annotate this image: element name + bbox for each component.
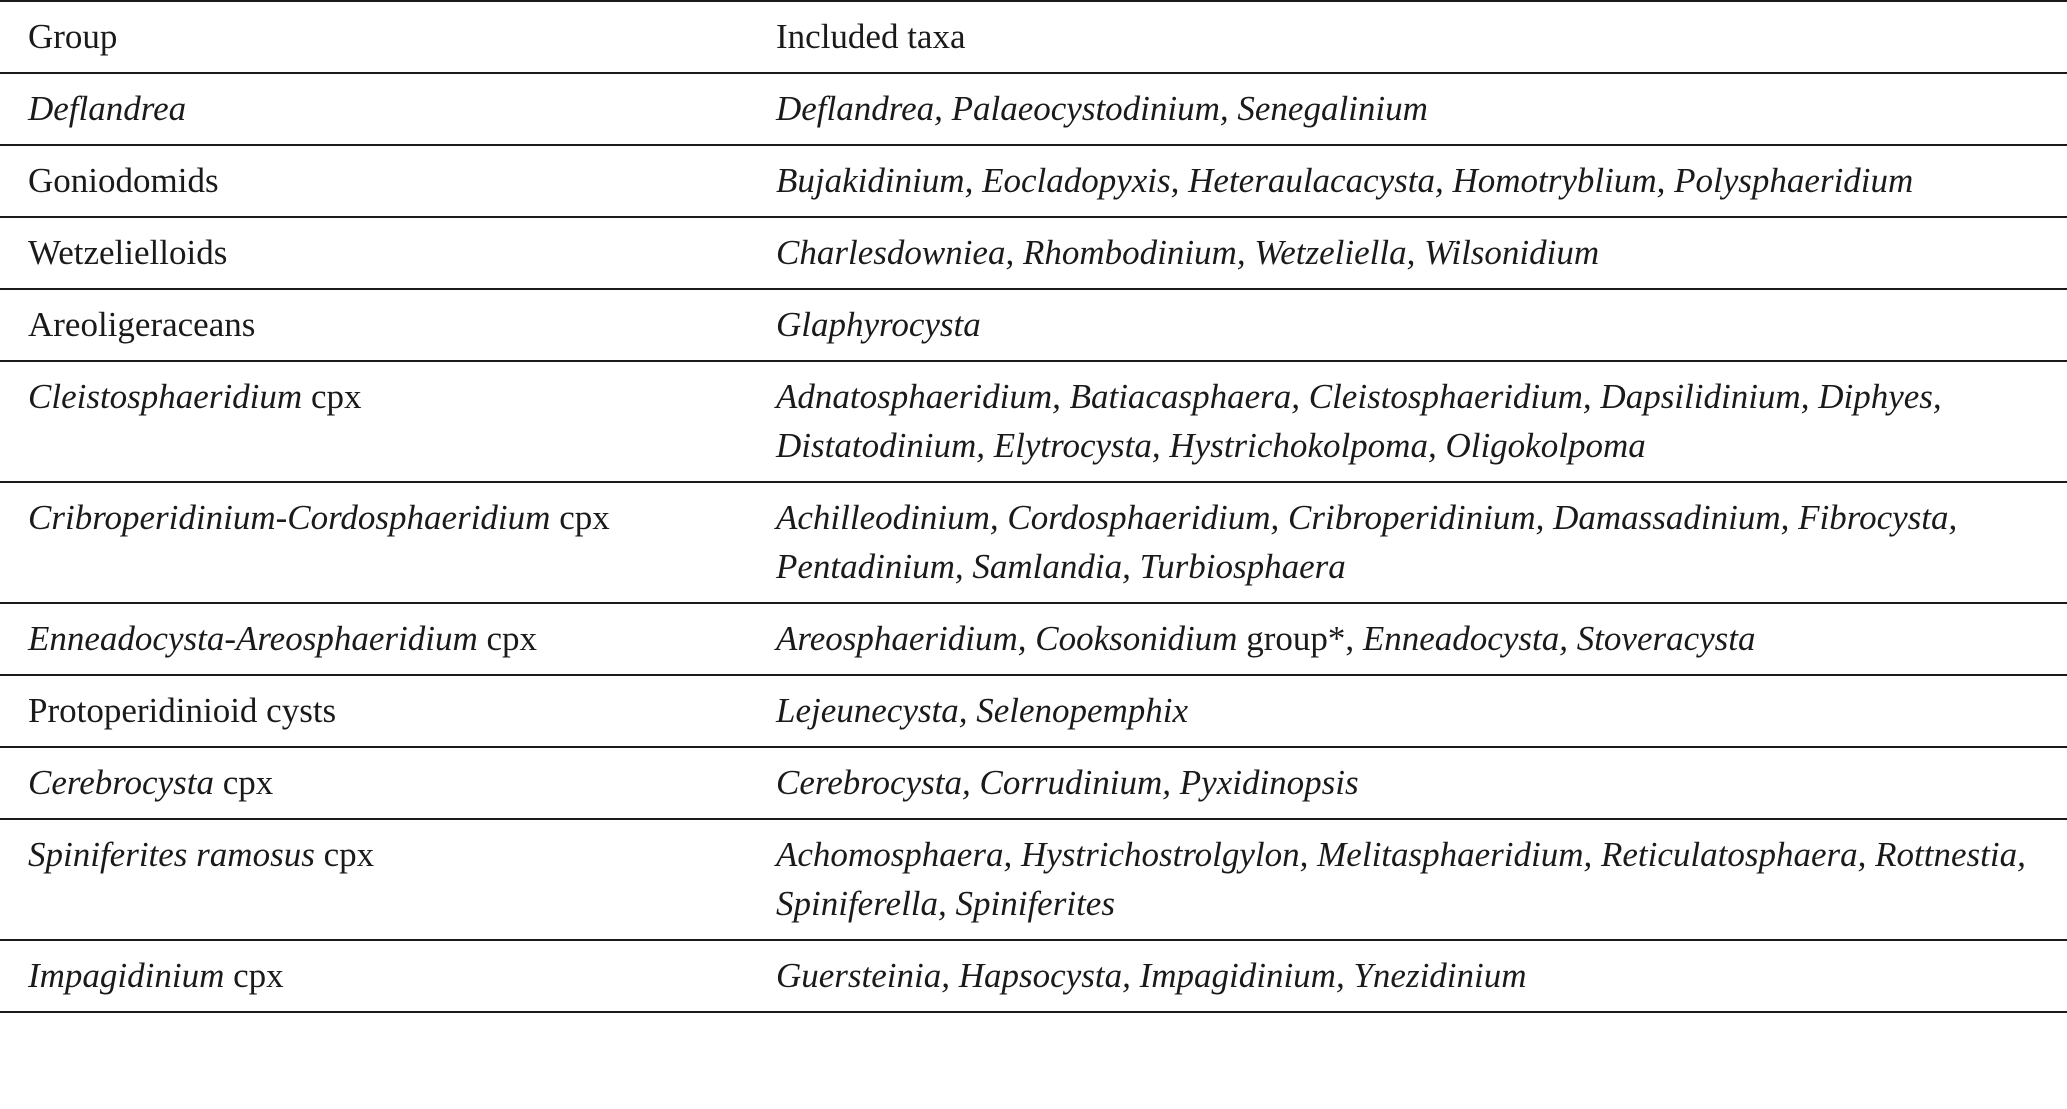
included-taxa-cell <box>776 362 2067 481</box>
group-name-suffix: cpx <box>477 619 538 658</box>
taxa-list: Bujakidinium, Eocladopyxis, Heteraulacacysta, Homotryblium, Polysphaeridium <box>776 161 1914 200</box>
group-cell <box>0 362 776 481</box>
group-name-suffix: cpx <box>213 763 274 802</box>
included-taxa-cell <box>776 676 2067 746</box>
group-cell <box>0 604 776 674</box>
group-name-italic: Cerebrocysta <box>28 763 214 802</box>
table-header-row <box>0 2 2067 74</box>
group-cell <box>0 820 776 939</box>
taxa-list: Guersteinia, Hapsocysta, Impagidinium, Ynezidinium <box>776 956 1527 995</box>
included-taxa-cell <box>776 748 2067 818</box>
table-row <box>0 218 2067 290</box>
table-row <box>0 362 2067 483</box>
group-cell <box>0 74 776 144</box>
taxa-list: Cerebrocysta, Corrudinium, Pyxidinopsis <box>776 763 1359 802</box>
group-name-italic: Impagidinium <box>28 956 225 995</box>
group-name-italic: Enneadocysta-Areosphaeridium <box>28 619 478 658</box>
table-row <box>0 820 2067 941</box>
taxa-note: group*, <box>1237 619 1363 658</box>
table-row <box>0 941 2067 1011</box>
taxa-list: Deflandrea, Palaeocystodinium, Senegalinium <box>776 89 1428 128</box>
table-row <box>0 74 2067 146</box>
taxa-list: Areosphaeridium, Cooksonidium <box>776 619 1238 658</box>
group-name-italic: Cribroperidinium-Cordosphaeridium <box>28 498 551 537</box>
included-taxa-cell <box>776 483 2067 602</box>
group-name-italic: Spiniferites ramosus <box>28 835 315 874</box>
table-row <box>0 146 2067 218</box>
table-row <box>0 290 2067 362</box>
taxa-list: Charlesdowniea, Rhombodinium, Wetzeliella, Wilsonidium <box>776 233 1600 272</box>
included-taxa-cell <box>776 820 2067 939</box>
group-name-suffix: Areoligeraceans <box>28 305 256 344</box>
group-cell <box>0 676 776 746</box>
group-name-suffix: cpx <box>314 835 375 874</box>
group-name-italic: Deflandrea <box>28 89 187 128</box>
taxa-list: Lejeunecysta, Selenopemphix <box>776 691 1189 730</box>
taxa-list: Adnatosphaeridium, Batiacasphaera, Cleistosphaeridium, Dapsilidinium, Diphyes, Distatodinium, Elytrocysta, Hystrichokolpoma, Oligokolpoma <box>776 377 1942 465</box>
table-row <box>0 748 2067 820</box>
group-name-suffix: Wetzelielloids <box>28 233 228 272</box>
group-cell <box>0 218 776 288</box>
group-name-suffix: cpx <box>550 498 610 537</box>
group-cell <box>0 483 776 602</box>
included-taxa-cell <box>776 604 2067 674</box>
group-cell <box>0 290 776 360</box>
group-cell <box>0 941 776 1011</box>
header-group: Group <box>28 17 118 56</box>
taxa-list: Achilleodinium, Cordosphaeridium, Cribroperidinium, Damassadinium, Fibrocysta, Pentadinium, Samlandia, Turbiosphaera <box>776 498 1958 586</box>
group-name-suffix: cpx <box>224 956 284 995</box>
group-cell <box>0 748 776 818</box>
taxa-list-continued: Enneadocysta, Stoveracysta <box>1362 619 1756 658</box>
group-name-suffix: Goniodomids <box>28 161 219 200</box>
header-included-taxa: Included taxa <box>776 17 966 56</box>
included-taxa-cell <box>776 218 2067 288</box>
group-name-suffix: cpx <box>302 377 362 416</box>
group-name-suffix: Protoperidinioid cysts <box>28 691 337 730</box>
group-name-italic: Cleistosphaeridium <box>28 377 303 416</box>
included-taxa-cell <box>776 290 2067 360</box>
group-cell <box>0 146 776 216</box>
table-body <box>0 74 2067 1011</box>
included-taxa-cell <box>776 74 2067 144</box>
included-taxa-cell <box>776 941 2067 1011</box>
table-row <box>0 676 2067 748</box>
taxa-list: Achomosphaera, Hystrichostrolgylon, Melitasphaeridium, Reticulatosphaera, Rottnestia, Spiniferella, Spiniferites <box>776 835 2026 923</box>
table-row <box>0 483 2067 604</box>
table-row <box>0 604 2067 676</box>
taxa-list: Glaphyrocysta <box>776 305 981 344</box>
included-taxa-cell <box>776 146 2067 216</box>
